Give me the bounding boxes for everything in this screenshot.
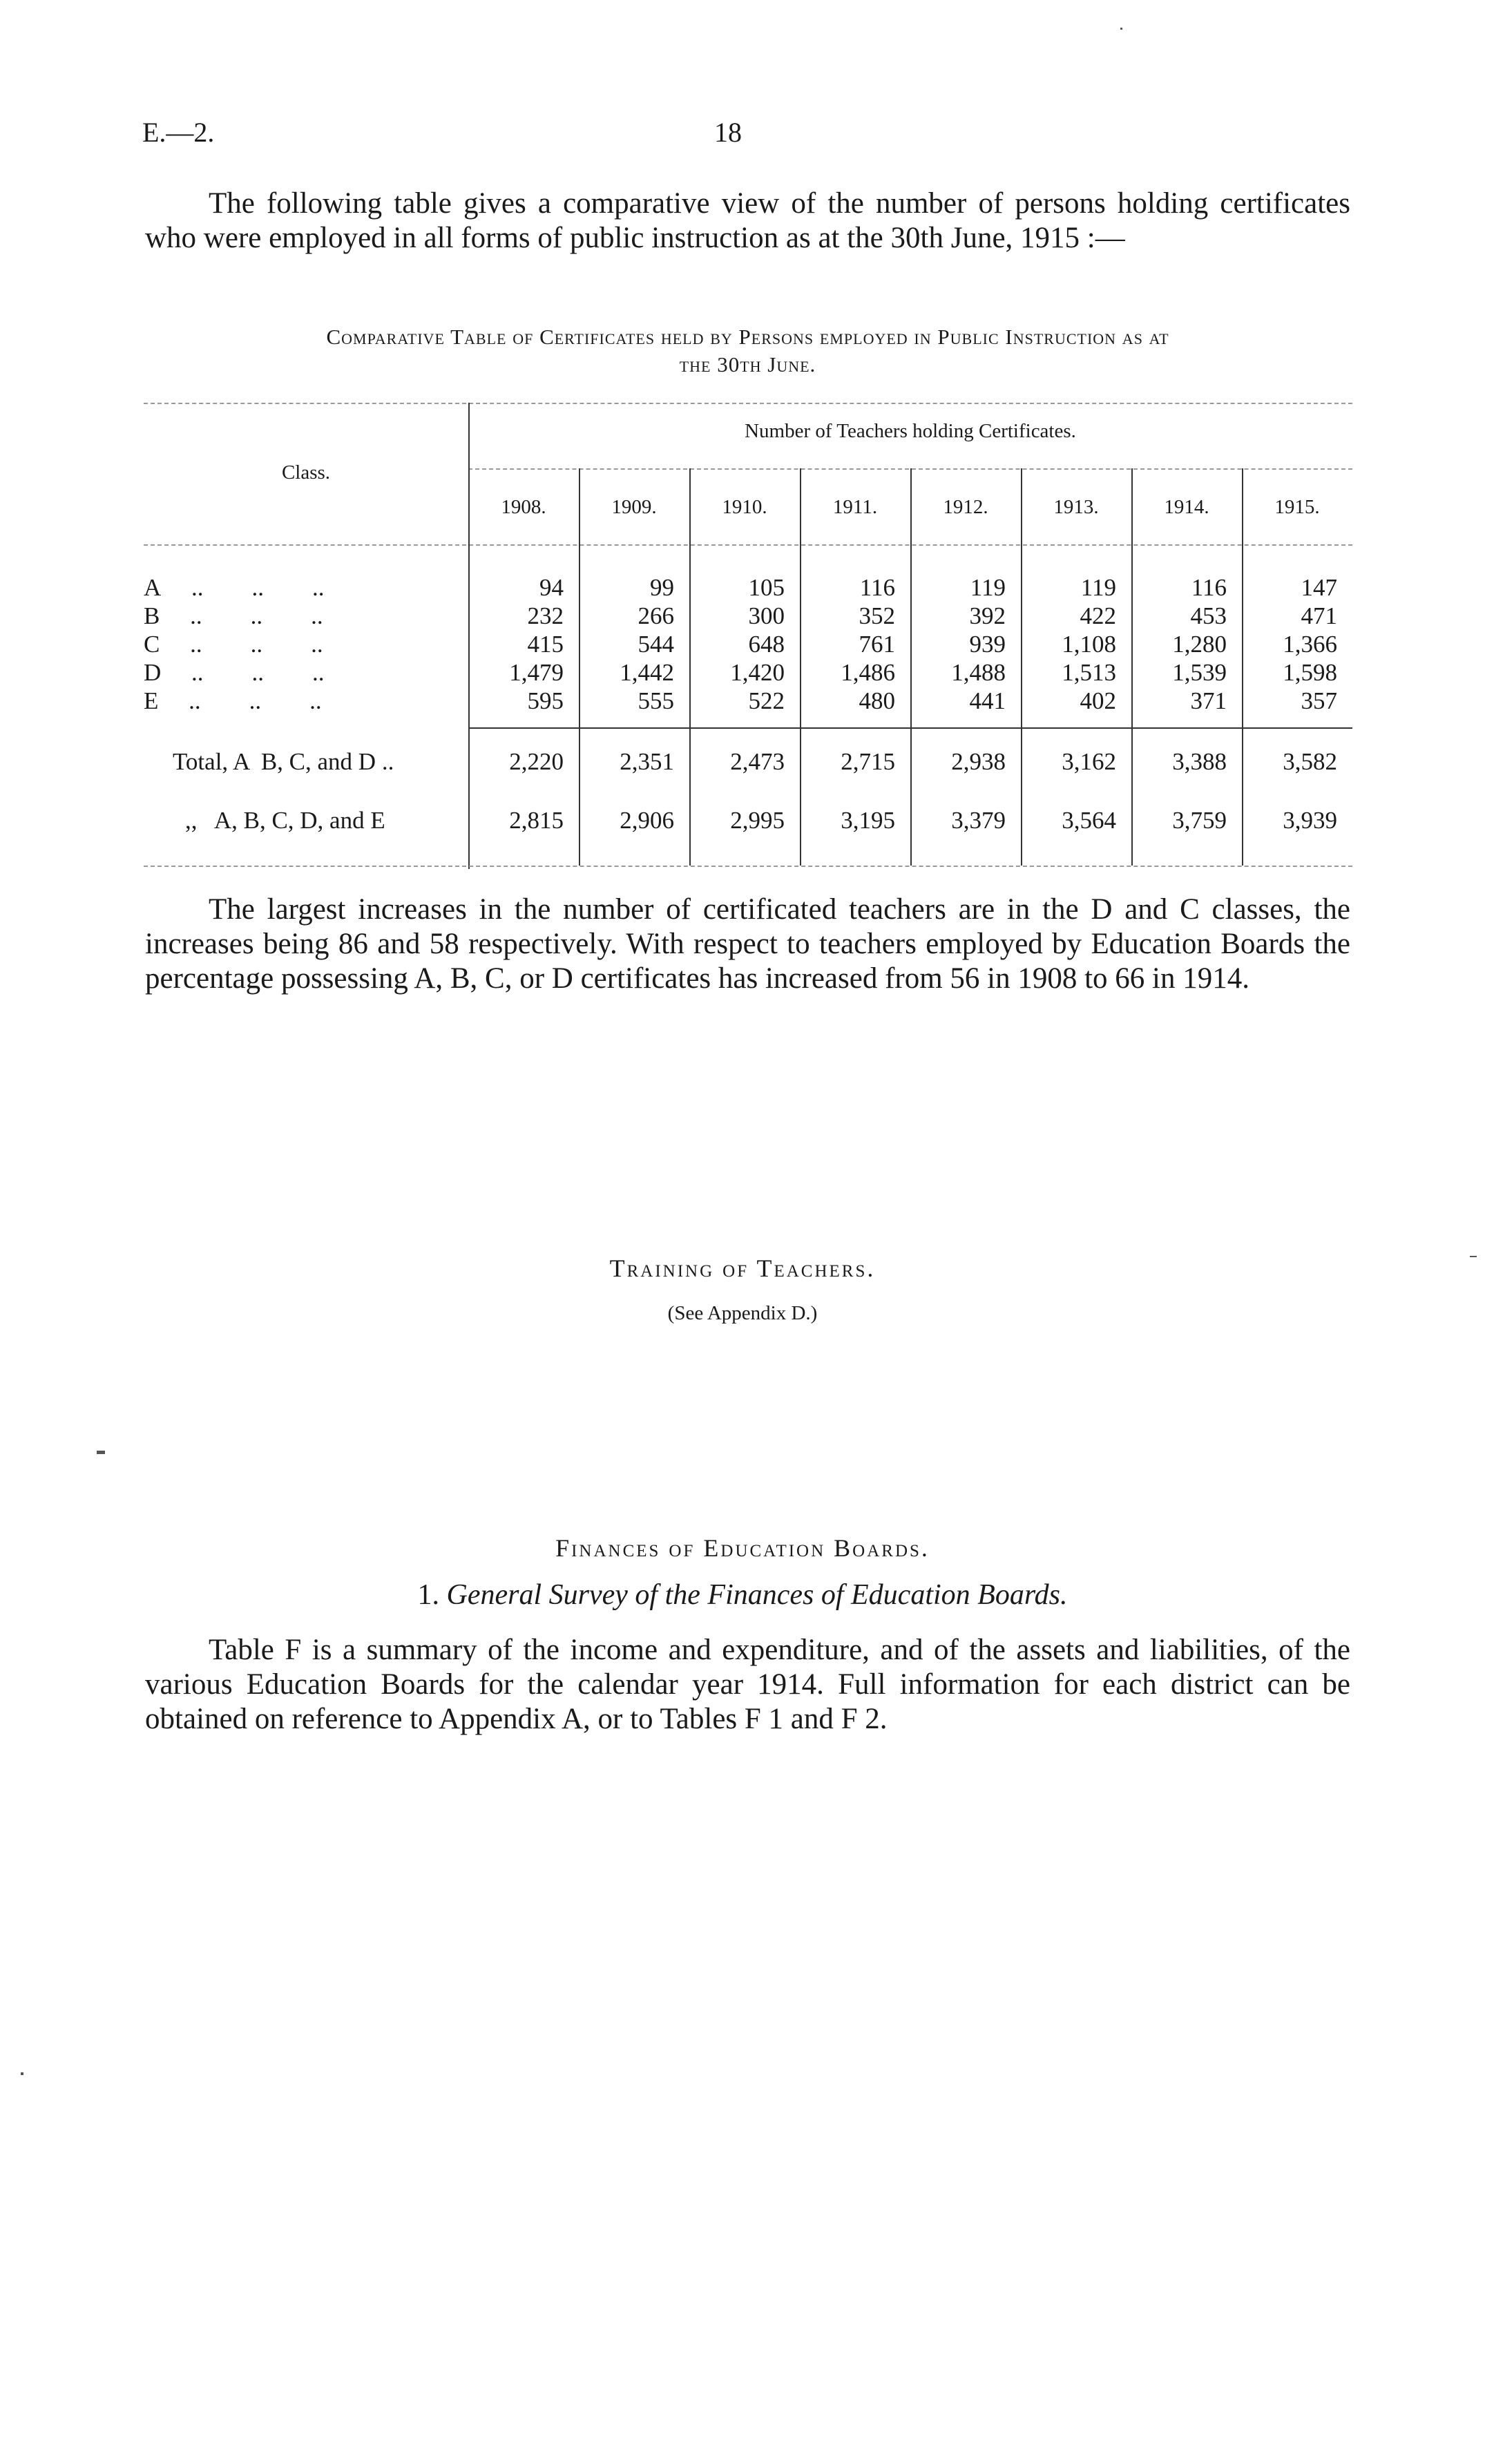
- table-cell: 471: [1301, 602, 1337, 629]
- table-cell: 441: [969, 687, 1006, 714]
- table-cell: 939: [969, 631, 1006, 658]
- group-column-header: Number of Teachers holding Certificates.: [745, 420, 1076, 442]
- table-cell: 761: [859, 631, 895, 658]
- class-column-header: Class.: [281, 461, 331, 484]
- year-header: 1913.: [1053, 496, 1099, 518]
- total-cell: 3,388: [1172, 748, 1227, 775]
- total-cell: 3,195: [841, 807, 895, 834]
- table-cell: 1,366: [1283, 631, 1337, 658]
- table-cell: 1,442: [620, 659, 674, 686]
- year-header: 1908.: [501, 496, 546, 518]
- total-cell: 3,939: [1283, 807, 1337, 834]
- table-cell: 392: [969, 602, 1006, 629]
- table-cell: 595: [527, 687, 564, 714]
- total-cell: 2,351: [620, 748, 674, 775]
- year-header: 1911.: [832, 496, 878, 518]
- year-header: 1912.: [943, 496, 988, 518]
- table-cell: 1,486: [841, 659, 895, 686]
- year-header: 1910.: [722, 496, 767, 518]
- table-cell: 266: [638, 602, 674, 629]
- total-cell: 2,473: [730, 748, 785, 775]
- total-cell: 2,815: [509, 807, 564, 834]
- training-appendix-note: (See Appendix D.): [667, 1302, 818, 1324]
- total-cell: 2,995: [730, 807, 785, 834]
- scan-speck: [97, 1451, 105, 1454]
- table-cell: 1,108: [1062, 631, 1116, 658]
- class-row-label: C .. .. ..: [144, 631, 323, 658]
- intro-paragraph: The following table gives a comparative view of the number of persons holding certificates who were employed in all forms of public instruction as at the 30th June, 1915 :—: [145, 187, 1350, 254]
- subheading-text: General Survey of the Finances of Education Boards.: [446, 1579, 1068, 1611]
- table-cell: 99: [650, 574, 674, 601]
- table-cell: 116: [1191, 574, 1227, 601]
- scan-speck: [1120, 28, 1122, 30]
- total-cell: 3,162: [1062, 748, 1116, 775]
- table-cell: 522: [748, 687, 785, 714]
- table-cell: 232: [527, 602, 564, 629]
- table-cell: 648: [748, 631, 785, 658]
- year-header: 1914.: [1164, 496, 1209, 518]
- table-cell: 480: [859, 687, 895, 714]
- table-cell: 119: [1080, 574, 1116, 601]
- table-cell: 544: [638, 631, 674, 658]
- table-cell: 1,479: [509, 659, 564, 686]
- table-cell: 1,598: [1283, 659, 1337, 686]
- table-cell: 1,513: [1062, 659, 1116, 686]
- table-cell: 116: [859, 574, 895, 601]
- class-row-label: E .. .. ..: [144, 687, 322, 714]
- table-cell: 94: [539, 574, 564, 601]
- table-cell: 1,539: [1172, 659, 1227, 686]
- total-cell: 2,906: [620, 807, 674, 834]
- document-reference: E.—2.: [142, 117, 215, 148]
- table-title-line2: the 30th June.: [679, 352, 816, 376]
- total-cell: 2,938: [951, 748, 1006, 775]
- scan-speck: [21, 2072, 23, 2075]
- year-header: 1909.: [611, 496, 657, 518]
- table-cell: 1,420: [730, 659, 785, 686]
- table-cell: 402: [1080, 687, 1116, 714]
- total-row-label: Total, A B, C, and D ..: [173, 748, 394, 775]
- total-cell: 2,715: [841, 748, 895, 775]
- total-cell: 3,759: [1172, 807, 1227, 834]
- table-cell: 300: [748, 602, 785, 629]
- table-cell: 555: [638, 687, 674, 714]
- finances-subheading: [0, 1578, 1485, 1612]
- certificates-table: [144, 403, 1352, 869]
- total-cell: 2,220: [509, 748, 564, 775]
- table-cell: 415: [527, 631, 564, 658]
- table-cell: 371: [1190, 687, 1227, 714]
- table-cell: 352: [859, 602, 895, 629]
- header-bottom-rule: [144, 544, 1352, 546]
- table-bottom-rule: [144, 866, 1352, 867]
- table-cell: 453: [1190, 602, 1227, 629]
- total-cell: 3,379: [951, 807, 1006, 834]
- table-cell: 422: [1080, 602, 1116, 629]
- table-title-line1: Comparative Table of Certificates held by Persons employed in Public Instruction as at: [326, 325, 1169, 349]
- total-row-label: ,, A, B, C, D, and E: [185, 807, 385, 834]
- table-cell: 147: [1301, 574, 1337, 601]
- table-cell: 105: [748, 574, 785, 601]
- table-cell: 1,280: [1172, 631, 1227, 658]
- total-cell: 3,564: [1062, 807, 1116, 834]
- subheading-number: 1.: [417, 1579, 440, 1611]
- class-row-label: D .. .. ..: [144, 659, 325, 686]
- table-cell: 357: [1301, 687, 1337, 714]
- class-row-label: B .. .. ..: [144, 602, 323, 629]
- finances-heading: Finances of Education Boards.: [555, 1534, 930, 1562]
- total-cell: 3,582: [1283, 748, 1337, 775]
- class-row-label: A .. .. ..: [144, 574, 325, 601]
- increases-paragraph: The largest increases in the number of certificated teachers are in the D and C classes, the increases being 86 and 58 respectively. With respect to teachers employed by Education Boards the percentage possessing A, B, C, or D certificates has increased from 56 in 1908 to 66 in 1914.: [145, 893, 1350, 995]
- year-header: 1915.: [1274, 496, 1320, 518]
- finances-paragraph: Table F is a summary of the income and expenditure, and of the assets and liabilities, of the various Education Boards for the calendar year 1914. Full information for each district can be obtained on reference to Appendix A, or to Tables F 1 and F 2.: [145, 1634, 1350, 1735]
- table-title: [145, 323, 1350, 379]
- training-heading: Training of Teachers.: [609, 1254, 876, 1282]
- table-cell: 119: [970, 574, 1006, 601]
- table-cell: 1,488: [951, 659, 1006, 686]
- table-top-rule: [144, 403, 1352, 404]
- scan-speck: [1470, 1256, 1477, 1257]
- page-number: 18: [714, 117, 742, 148]
